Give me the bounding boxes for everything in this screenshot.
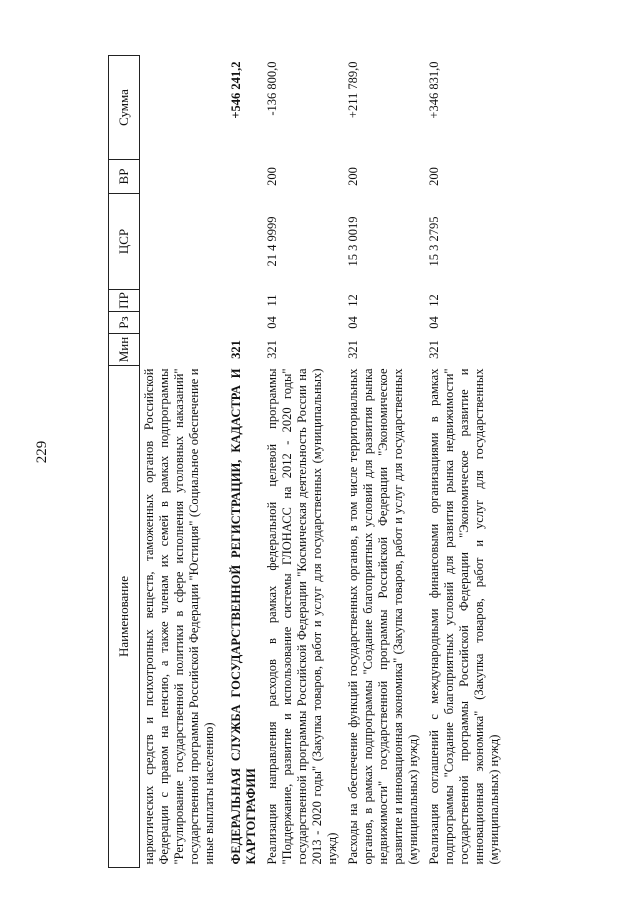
- table-header-row: [109, 56, 140, 868]
- row-sum: [140, 56, 224, 160]
- row-pr: [140, 290, 224, 312]
- row-csr: 21 4 9999: [265, 216, 279, 267]
- row-pr: 11: [265, 294, 279, 307]
- row-rz: [223, 312, 265, 334]
- row-sum: +346 831,0: [427, 61, 441, 119]
- row-min: 321: [265, 340, 279, 359]
- row-rz: [140, 312, 224, 334]
- table-row-agency: [223, 56, 265, 868]
- header-sum: Сумма: [109, 56, 140, 160]
- row-vr: 200: [265, 167, 279, 186]
- table-row: [140, 56, 224, 868]
- row-min: 321: [229, 340, 243, 359]
- row-name: ФЕДЕРАЛЬНАЯ СЛУЖБА ГОСУДАРСТВЕННОЙ РЕГИСТРАЦИИ, КАДАСТРА И КАРТОГРАФИИ: [229, 368, 258, 865]
- row-csr: [140, 194, 224, 290]
- header-rz: Рз: [109, 312, 140, 334]
- row-rz: 04: [427, 316, 441, 329]
- row-csr: 15 3 2795: [427, 216, 441, 267]
- header-pr: ПР: [109, 290, 140, 312]
- row-pr: 12: [427, 294, 441, 307]
- header-name: Наименование: [109, 366, 140, 868]
- row-name: наркотических средств и психотропных веществ, таможенных органов Российской Федерации с правом на пенсию, а также членам их семей в рамках подпрограммы "Регулирование государственной политики в сфере исполнения уголовных наказаний" государственной программы Российской Федерации "Юстиция" (Социальное обеспечение и иные выплаты населению): [142, 368, 216, 865]
- row-vr: 200: [427, 167, 441, 186]
- header-csr: ЦСР: [109, 194, 140, 290]
- budget-table: [108, 55, 508, 868]
- row-min: 321: [427, 340, 441, 359]
- row-rz: 04: [346, 316, 360, 329]
- page-number: 229: [34, 440, 50, 464]
- row-pr: 12: [346, 294, 360, 307]
- table-row: [427, 56, 508, 868]
- row-csr: [223, 194, 265, 290]
- row-vr: [140, 160, 224, 194]
- row-csr: 15 3 0019: [346, 216, 360, 267]
- header-min: Мин: [109, 334, 140, 366]
- row-rz: 04: [265, 316, 279, 329]
- row-name: Реализация соглашений с международными финансовыми организациями в рамках подпрограммы "Создание благоприятных условий для развития рынка недвижимости" государственной программы Российской Федерации "Экономическое развитие и инновационная экономика" (Закупка товаров, работ и услуг для государственных (муниципальных) нужд): [427, 368, 501, 865]
- row-sum: -136 800,0: [265, 61, 279, 116]
- header-vr: ВР: [109, 160, 140, 194]
- row-sum: +211 789,0: [346, 61, 360, 119]
- row-sum: +546 241,2: [229, 61, 243, 119]
- row-pr: [223, 290, 265, 312]
- row-min: [140, 334, 224, 366]
- table-row: [346, 56, 427, 868]
- budget-table-container: [108, 56, 604, 868]
- row-name: Реализация направления расходов в рамках федеральной целевой программы "Поддержание, развитие и использование системы ГЛОНАСС на 2012 - 2020 годы" государственной программы Российской Федерации "Космическая деятельность России на 2013 - 2020 годы" (Закупка товаров, работ и услуг для государственных (муниципальных) нужд): [265, 368, 339, 865]
- row-vr: [223, 160, 265, 194]
- row-name: Расходы на обеспечение функций государственных органов, в том числе территориальных органов, в рамках подпрограммы "Создание благоприятных условий для развития рынка недвижимости" государственной программы Российской Федерации "Экономическое развитие и инновационная экономика" (Закупка товаров, работ и услуг для государственных (муниципальных) нужд): [346, 368, 420, 865]
- row-min: 321: [346, 340, 360, 359]
- table-row: [265, 56, 346, 868]
- row-vr: 200: [346, 167, 360, 186]
